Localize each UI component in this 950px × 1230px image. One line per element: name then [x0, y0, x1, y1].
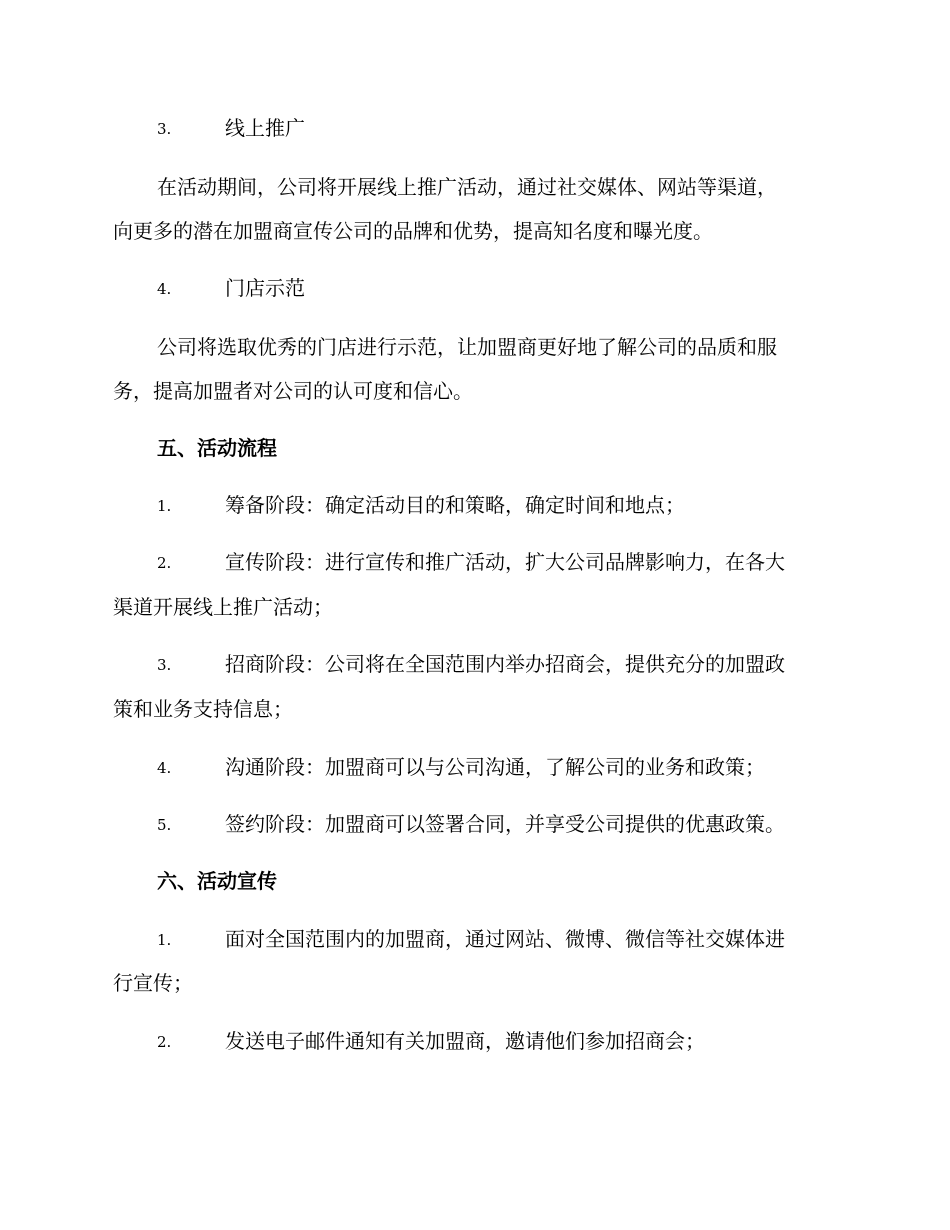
list-number: 4.	[157, 759, 172, 777]
section-title: 门店示范	[225, 276, 305, 300]
list-item-text: 沟通阶段：加盟商可以与公司沟通，了解公司的业务和政策；	[225, 755, 765, 779]
list-item-text: 行宣传；	[113, 971, 193, 995]
list-number: 2.	[157, 554, 172, 572]
section-heading: 五、活动流程	[157, 436, 277, 460]
list-item-text: 筹备阶段：确定活动目的和策略，确定时间和地点；	[225, 493, 685, 517]
list-item-text: 渠道开展线上推广活动；	[113, 595, 333, 619]
section-number: 3.	[157, 120, 172, 138]
paragraph-line: 向更多的潜在加盟商宣传公司的品牌和优势，提高知名度和曝光度。	[113, 219, 713, 243]
list-item-text: 面对全国范围内的加盟商，通过网站、微博、微信等社交媒体进	[225, 927, 785, 951]
list-number: 5.	[157, 816, 172, 834]
paragraph-line: 在活动期间，公司将开展线上推广活动，通过社交媒体、网站等渠道，	[157, 175, 777, 199]
list-number: 2.	[157, 1033, 172, 1051]
list-number: 3.	[157, 656, 172, 674]
paragraph-line: 务，提高加盟者对公司的认可度和信心。	[113, 379, 473, 403]
list-number: 1.	[157, 497, 172, 515]
section-number: 4.	[157, 280, 172, 298]
list-item-text: 宣传阶段：进行宣传和推广活动，扩大公司品牌影响力，在各大	[225, 550, 785, 574]
section-title: 线上推广	[225, 116, 305, 140]
list-item-text: 签约阶段：加盟商可以签署合同，并享受公司提供的优惠政策。	[225, 812, 785, 836]
list-item-text: 发送电子邮件通知有关加盟商，邀请他们参加招商会；	[225, 1029, 705, 1053]
list-number: 1.	[157, 931, 172, 949]
section-heading: 六、活动宣传	[157, 869, 277, 893]
list-item-text: 策和业务支持信息；	[113, 697, 293, 721]
paragraph-line: 公司将选取优秀的门店进行示范，让加盟商更好地了解公司的品质和服	[157, 335, 777, 359]
list-item-text: 招商阶段：公司将在全国范围内举办招商会，提供充分的加盟政	[225, 652, 785, 676]
